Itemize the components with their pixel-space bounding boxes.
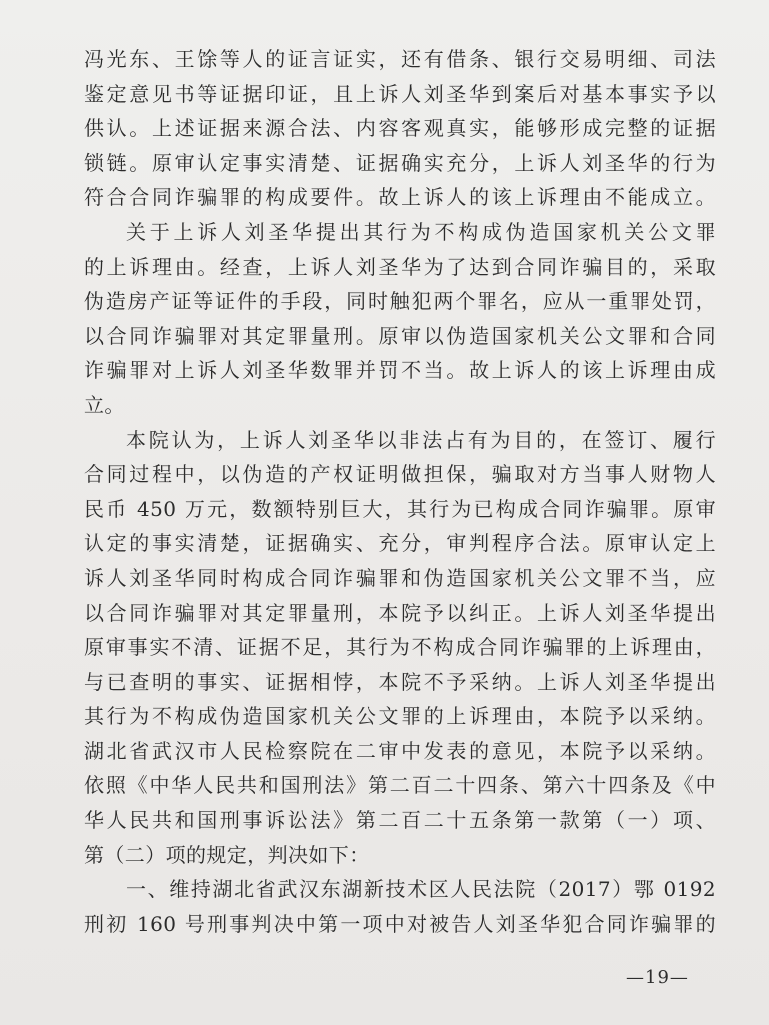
text-line: 民币 450 万元，数额特别巨大，其行为已构成合同诈骗罪。原审 (84, 496, 716, 521)
text-line: 锁链。原审认定事实清楚、证据确实充分，上诉人刘圣华的行为 (84, 150, 716, 175)
text-line: 依照《中华人民共和国刑法》第二百二十四条、第六十四条及《中 (84, 773, 716, 798)
text-line: 符合合同诈骗罪的构成要件。故上诉人的该上诉理由不能成立。 (84, 185, 716, 210)
text-line: 诈骗罪对上诉人刘圣华数罪并罚不当。故上诉人的该上诉理由成 (84, 358, 716, 383)
text-line: 认定的事实清楚，证据确实、充分，审判程序合法。原审认定上 (84, 531, 716, 556)
text-line: 立。 (84, 392, 125, 417)
text-line: 冯光东、王馀等人的证言证实，还有借条、银行交易明细、司法 (84, 47, 716, 71)
body-text (84, 42, 716, 941)
text-line: 的上诉理由。经查，上诉人刘圣华为了达到合同诈骗目的，采取 (84, 254, 716, 279)
text-line: 诉人刘圣华同时构成合同诈骗罪和伪造国家机关公文罪不当，应 (84, 565, 716, 590)
text-line: 湖北省武汉市人民检察院在二审中发表的意见，本院予以采纳。 (84, 738, 716, 763)
text-line: 华人民共和国刑事诉讼法》第二百二十五条第一款第（一）项、 (84, 808, 716, 833)
text-line: 一、维持湖北省武汉东湖新技术区人民法院（2017）鄂 0192 (126, 877, 716, 902)
text-line: 原审事实不清、证据不足，其行为不构成合同诈骗罪的上诉理由， (84, 635, 716, 660)
text-line: 合同过程中，以伪造的产权证明做担保，骗取对方当事人财物人 (84, 462, 716, 487)
text-line: 其行为不构成伪造国家机关公文罪的上诉理由，本院予以采纳。 (84, 704, 716, 729)
text-line: 伪造房产证等证件的手段，同时触犯两个罪名，应从一重罪处罚， (84, 289, 716, 314)
text-line: 刑初 160 号刑事判决中第一项中对被告人刘圣华犯合同诈骗罪的 (84, 911, 716, 936)
text-line: 与已查明的事实、证据相悖，本院不予采纳。上诉人刘圣华提出 (84, 669, 716, 694)
text-line: 关于上诉人刘圣华提出其行为不构成伪造国家机关公文罪 (126, 219, 716, 244)
text-line: 第（二）项的规定，判决如下： (84, 842, 370, 867)
text-line: 鉴定意见书等证据印证，且上诉人刘圣华到案后对基本事实予以 (84, 81, 716, 106)
text-line: 供认。上述证据来源合法、内容客观真实，能够形成完整的证据 (84, 116, 716, 141)
text-line: 以合同诈骗罪对其定罪量刑。原审以伪造国家机关公文罪和合同 (84, 323, 716, 348)
page-number: —19— (626, 967, 689, 988)
text-line: 本院认为，上诉人刘圣华以非法占有为目的，在签订、履行 (126, 427, 716, 452)
text-line: 以合同诈骗罪对其定罪量刑，本院予以纠正。上诉人刘圣华提出 (84, 600, 716, 625)
